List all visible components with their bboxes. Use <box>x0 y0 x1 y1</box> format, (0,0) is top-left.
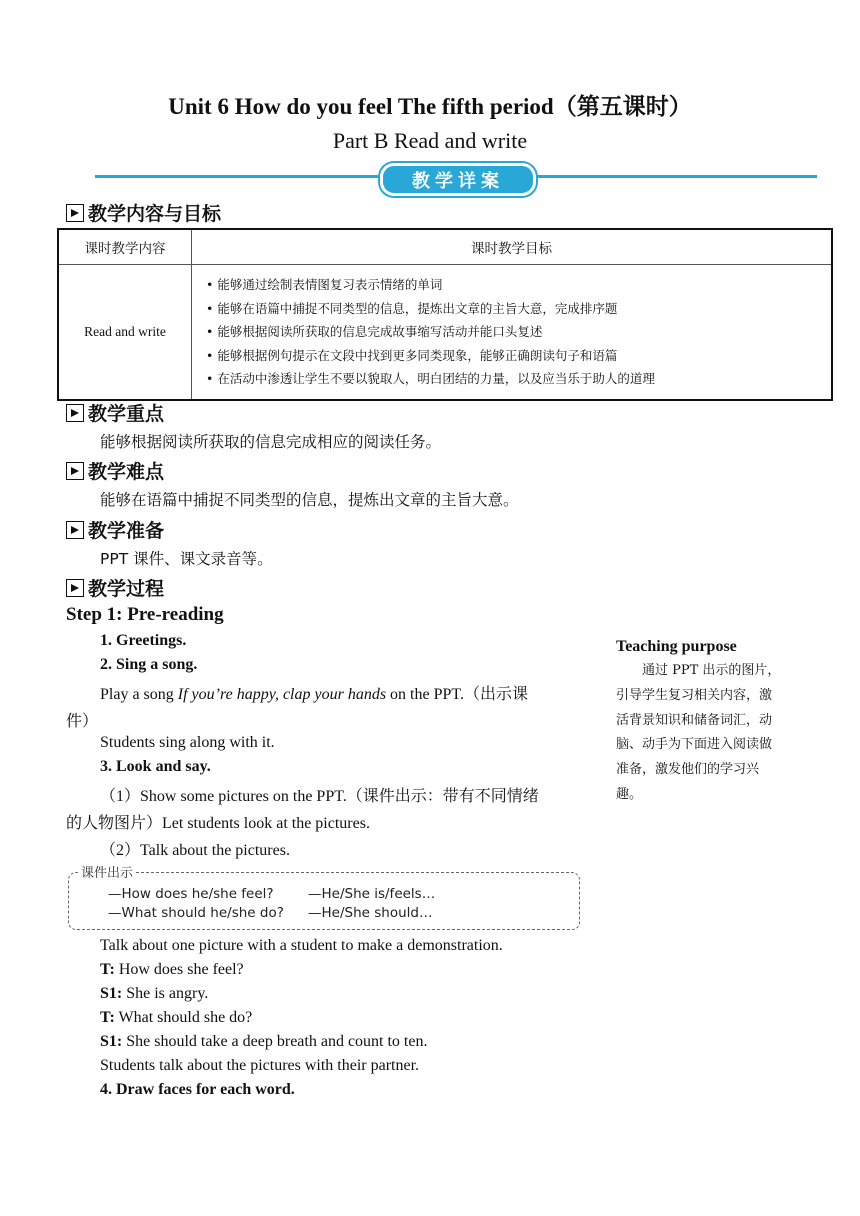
section-heading-key-points <box>66 399 164 426</box>
dialogue-line <box>100 985 208 1003</box>
section-heading-label: 教学过程 <box>88 578 165 600</box>
dialogue-line <box>100 1033 427 1051</box>
dialogue-line <box>100 961 244 979</box>
dialogue-text: She is angry. <box>122 985 209 1002</box>
play-song-continued: 件） <box>66 713 99 730</box>
partner-line: Students talk about the pictures with their partner. <box>100 1057 420 1074</box>
play-marker-icon <box>66 579 84 597</box>
step-item-sing: 2. Sing a song. <box>100 656 198 673</box>
speaker-label: T: <box>100 961 115 978</box>
demo-line: Talk about one picture with a student to make a demonstration. <box>100 937 503 954</box>
play-marker-icon <box>66 204 84 222</box>
goal-item: • 能够在语篇中捕捉不同类型的信息，提炼出文章的主旨大意，完成排序题 <box>206 300 618 316</box>
goal-item: • 能够根据例句提示在文段中找到更多同类现象，能够正确朗读句子和语篇 <box>206 347 618 363</box>
show-pictures-continued: 的人物图片）Let students look at the pictures. <box>66 815 370 832</box>
aside-line: 脑、动手为下面进入阅读做 <box>616 737 773 753</box>
table-cell-goals <box>192 265 833 401</box>
dialogue-line <box>100 1009 252 1027</box>
play-marker-icon <box>66 521 84 539</box>
aside-line: 趣。 <box>616 786 643 802</box>
section-heading-preparation <box>66 516 164 543</box>
show-pictures-line: （1）Show some pictures on the PPT.（课件出示：带有不同情绪 <box>100 788 539 805</box>
section-heading-label: 教学准备 <box>88 520 165 542</box>
sing-along-line: Students sing along with it. <box>100 734 275 751</box>
speaker-label: T: <box>100 1009 115 1026</box>
dialogue-text: What should she do? <box>114 1009 253 1026</box>
section-heading-process <box>66 574 164 601</box>
table-cell-content: Read and write <box>58 265 192 401</box>
box-question-do: —What should he/she do? <box>108 905 284 921</box>
section-banner: 教学详案 <box>380 163 536 196</box>
play-song-line <box>100 681 528 704</box>
step-item-look-say: 3. Look and say. <box>100 758 211 775</box>
goal-item: • 在活动中渗透让学生不要以貌取人，明白团结的力量，以及应当乐于助人的道理 <box>206 371 655 387</box>
play-marker-icon <box>66 462 84 480</box>
step-item-greetings: 1. Greetings. <box>100 632 187 649</box>
key-points-text: 能够根据阅读所获取的信息完成相应的阅读任务。 <box>100 433 442 451</box>
section-heading-label: 教学内容与目标 <box>88 203 222 225</box>
goal-item: • 能够根据阅读所获取的信息完成故事缩写活动并能口头复述 <box>206 324 543 340</box>
speaker-label: S1: <box>100 985 123 1002</box>
section-heading-content-goals <box>66 199 221 226</box>
box-answer-do: —He/She should… <box>308 905 433 921</box>
song-title: If you’re happy, clap your hands <box>177 686 387 703</box>
preparation-text: PPT 课件、课文录音等。 <box>100 550 273 568</box>
courseware-tag: 课件出示 <box>78 862 136 881</box>
page-subtitle: Part B Read and write <box>332 128 528 153</box>
goal-item: • 能够通过绘制表情图复习表示情绪的单词 <box>206 277 443 293</box>
box-question-feel: —How does he/she feel? <box>108 886 274 902</box>
aside-text <box>616 659 796 808</box>
speaker-label: S1: <box>100 1033 123 1050</box>
difficulties-text: 能够在语篇中捕捉不同类型的信息，提炼出文章的主旨大意。 <box>100 491 519 509</box>
box-answer-feel: —He/She is/feels… <box>308 886 436 902</box>
aside-line: 引导学生复习相关内容，激 <box>616 687 773 703</box>
section-heading-difficulties <box>66 457 164 484</box>
section-heading-label: 教学难点 <box>88 461 165 483</box>
aside-line: 通过 PPT 出示的图片， <box>616 663 781 678</box>
play-marker-icon <box>66 404 84 422</box>
section-heading-label: 教学重点 <box>88 403 165 425</box>
aside-title: Teaching purpose <box>616 638 737 655</box>
step1-heading: Step 1: Pre-reading <box>66 604 224 625</box>
aside-line: 准备，激发他们的学习兴 <box>616 762 760 778</box>
page-title: Unit 6 How do you feel The fifth period（第五课时） <box>168 94 692 119</box>
table-header-content: 课时教学内容 <box>58 229 192 265</box>
aside-line: 活背景知识和储备词汇，动 <box>616 712 773 728</box>
step-item-draw: 4. Draw faces for each word. <box>100 1081 295 1098</box>
dialogue-text: How does she feel? <box>114 961 244 978</box>
objectives-table <box>57 228 833 401</box>
talk-pictures-line: （2）Talk about the pictures. <box>100 842 290 859</box>
play-text: Play a song <box>100 686 178 703</box>
dialogue-text: She should take a deep breath and count to ten. <box>122 1033 428 1050</box>
table-header-goals: 课时教学目标 <box>192 229 833 265</box>
play-text-end: on the PPT.（出示课 <box>386 686 528 703</box>
